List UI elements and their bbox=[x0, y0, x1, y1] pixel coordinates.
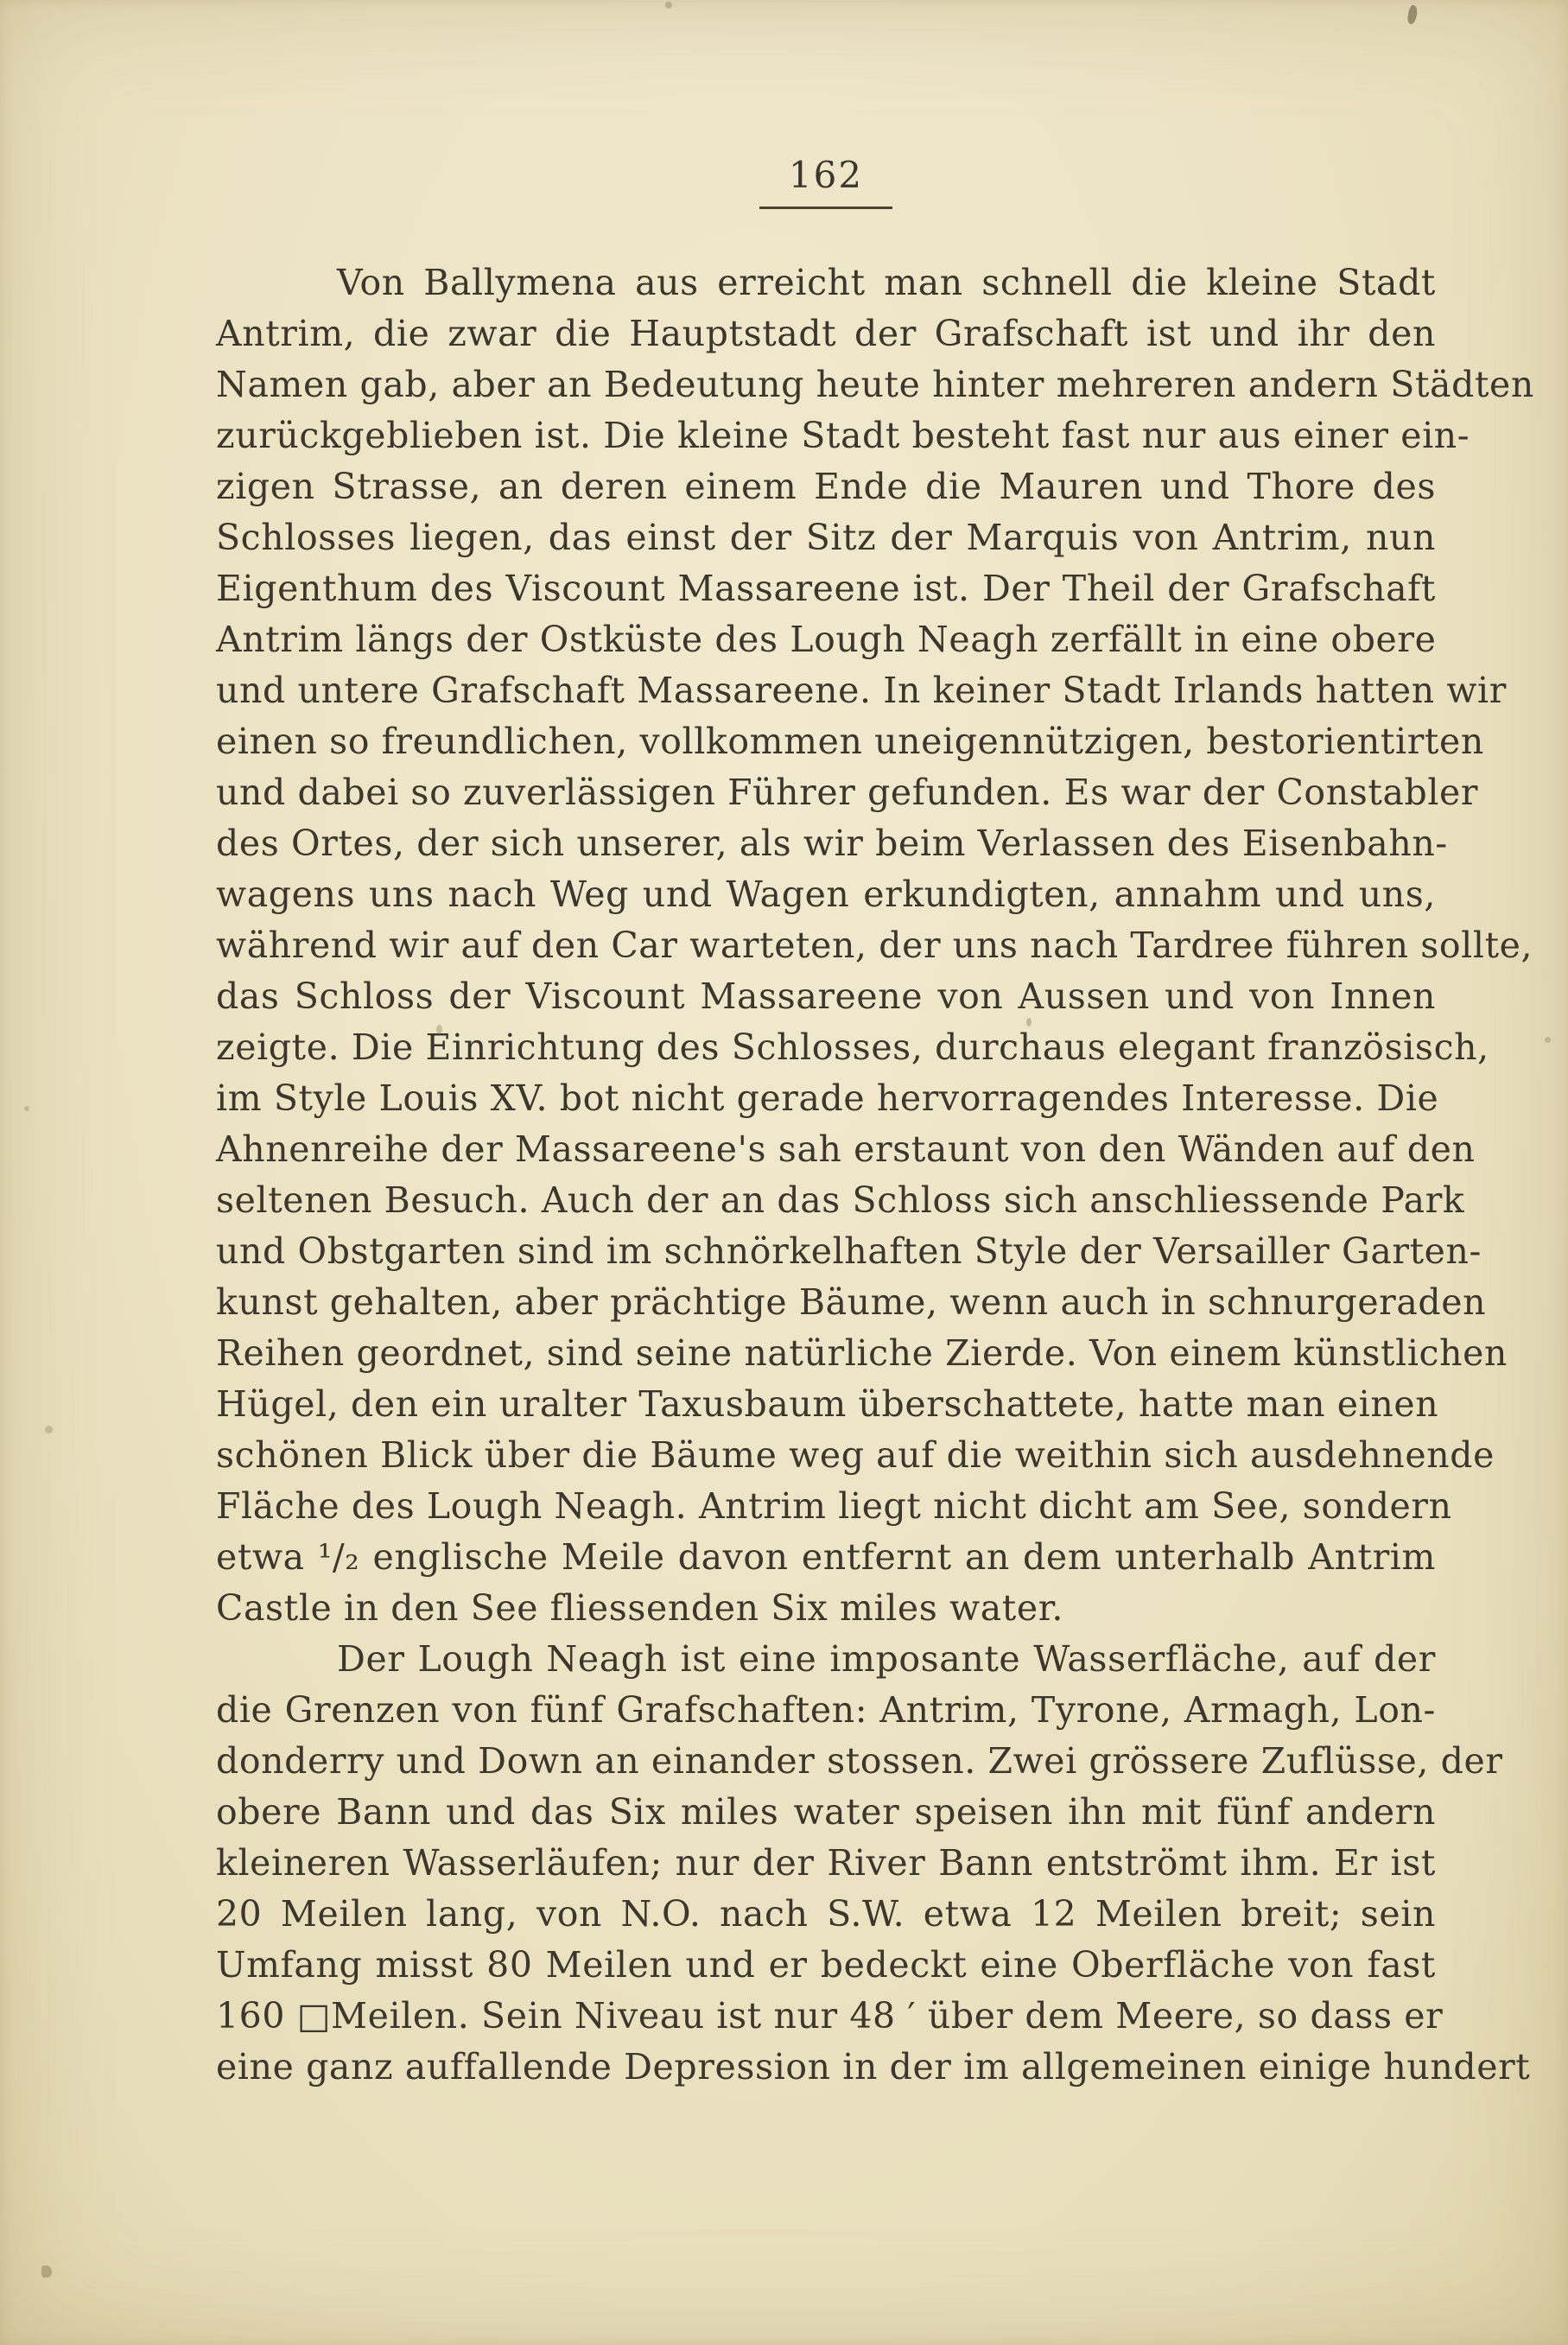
text-line: zeigte. Die Einrichtung des Schlosses, durchaus elegant französisch, bbox=[216, 1026, 1489, 1068]
text-line: Schlosses liegen, das einst der Sitz der Marquis von Antrim, nun bbox=[216, 517, 1436, 558]
text-line: und untere Grafschaft Massareene. In keiner Stadt Irlands hatten wir bbox=[216, 670, 1507, 711]
text-line: zigen Strasse, an deren einem Ende die Mauren und Thore des bbox=[216, 466, 1436, 507]
text-line: etwa ¹/₂ englische Meile davon entfernt an dem unterhalb Antrim bbox=[216, 1536, 1436, 1578]
text-line: Hügel, den ein uralter Taxusbaum überschattete, hatte man einen bbox=[216, 1383, 1439, 1425]
text-line: im Style Louis XV. bot nicht gerade hervorragendes Interesse. Die bbox=[216, 1077, 1439, 1119]
paper-speck bbox=[41, 2266, 52, 2278]
text-line: obere Bann und das Six miles water speisen ihn mit fünf andern bbox=[216, 1791, 1436, 1833]
paper-speck bbox=[45, 1426, 53, 1433]
text-line: Umfang misst 80 Meilen und er bedeckt eine Oberfläche von fast bbox=[216, 1944, 1436, 1986]
text-line: seltenen Besuch. Auch der an das Schloss sich anschliessende Park bbox=[216, 1179, 1465, 1221]
paragraph bbox=[216, 257, 1534, 1634]
text-line: schönen Blick über die Bäume weg auf die weithin sich ausdehnende bbox=[216, 1434, 1495, 1476]
text-line: Antrim längs der Ostküste des Lough Neagh zerfällt in eine obere bbox=[216, 619, 1437, 660]
text-line: eine ganz auffallende Depression in der im allgemeinen einige hundert bbox=[216, 2046, 1531, 2088]
text-line: 20 Meilen lang, von N.O. nach S.W. etwa 12 Meilen breit; sein bbox=[216, 1893, 1436, 1935]
page-number: 162 bbox=[759, 154, 892, 209]
paper-speck bbox=[1545, 1037, 1551, 1043]
paragraph bbox=[216, 1634, 1531, 2093]
text-line: Antrim, die zwar die Hauptstadt der Grafschaft ist und ihr den bbox=[216, 313, 1436, 354]
text-line: kleineren Wasserläufen; nur der River Bann entströmt ihm. Er ist bbox=[216, 1842, 1436, 1884]
text-line: Der Lough Neagh ist eine imposante Wasserfläche, auf der bbox=[337, 1638, 1436, 1680]
text-block bbox=[216, 257, 1534, 2093]
text-line: kunst gehalten, aber prächtige Bäume, wenn auch in schnurgeraden bbox=[216, 1281, 1487, 1323]
text-line: einen so freundlichen, vollkommen uneigennützigen, bestorientirten bbox=[216, 721, 1484, 762]
page-header bbox=[216, 0, 1436, 209]
text-line: 160 □Meilen. Sein Niveau ist nur 48 ′ über dem Meere, so dass er bbox=[216, 1995, 1444, 2037]
text-line: des Ortes, der sich unserer, als wir beim Verlassen des Eisenbahn- bbox=[216, 823, 1448, 864]
text-line: donderry und Down an einander stossen. Zwei grössere Zuflüsse, der bbox=[216, 1740, 1503, 1782]
text-line: Von Ballymena aus erreicht man schnell die kleine Stadt bbox=[337, 262, 1436, 303]
text-line: und dabei so zuverlässigen Führer gefunden. Es war der Constabler bbox=[216, 772, 1479, 813]
text-line: Fläche des Lough Neagh. Antrim liegt nicht dicht am See, sondern bbox=[216, 1485, 1452, 1527]
text-line: zurückgeblieben ist. Die kleine Stadt besteht fast nur aus einer ein- bbox=[216, 415, 1470, 456]
text-line: die Grenzen von fünf Grafschaften: Antrim, Tyrone, Armagh, Lon- bbox=[216, 1689, 1436, 1731]
text-line: Castle in den See fliessenden Six miles water. bbox=[216, 1587, 1064, 1629]
text-line: und Obstgarten sind im schnörkelhaften Style der Versailler Garten- bbox=[216, 1230, 1482, 1272]
text-line: das Schloss der Viscount Massareene von Aussen und von Innen bbox=[216, 975, 1436, 1017]
text-line: während wir auf den Car warteten, der uns nach Tardree führen sollte, bbox=[216, 925, 1533, 966]
text-line: wagens uns nach Weg und Wagen erkundigten, annahm und uns, bbox=[216, 874, 1436, 915]
text-line: Namen gab, aber an Bedeutung heute hinter mehreren andern Städten bbox=[216, 364, 1534, 405]
text-line: Eigenthum des Viscount Massareene ist. Der Theil der Grafschaft bbox=[216, 568, 1436, 609]
paper-speck bbox=[24, 1106, 29, 1111]
text-line: Ahnenreihe der Massareene's sah erstaunt von den Wänden auf den bbox=[216, 1128, 1476, 1170]
text-line: Reihen geordnet, sind seine natürliche Zierde. Von einem künstlichen bbox=[216, 1332, 1508, 1374]
